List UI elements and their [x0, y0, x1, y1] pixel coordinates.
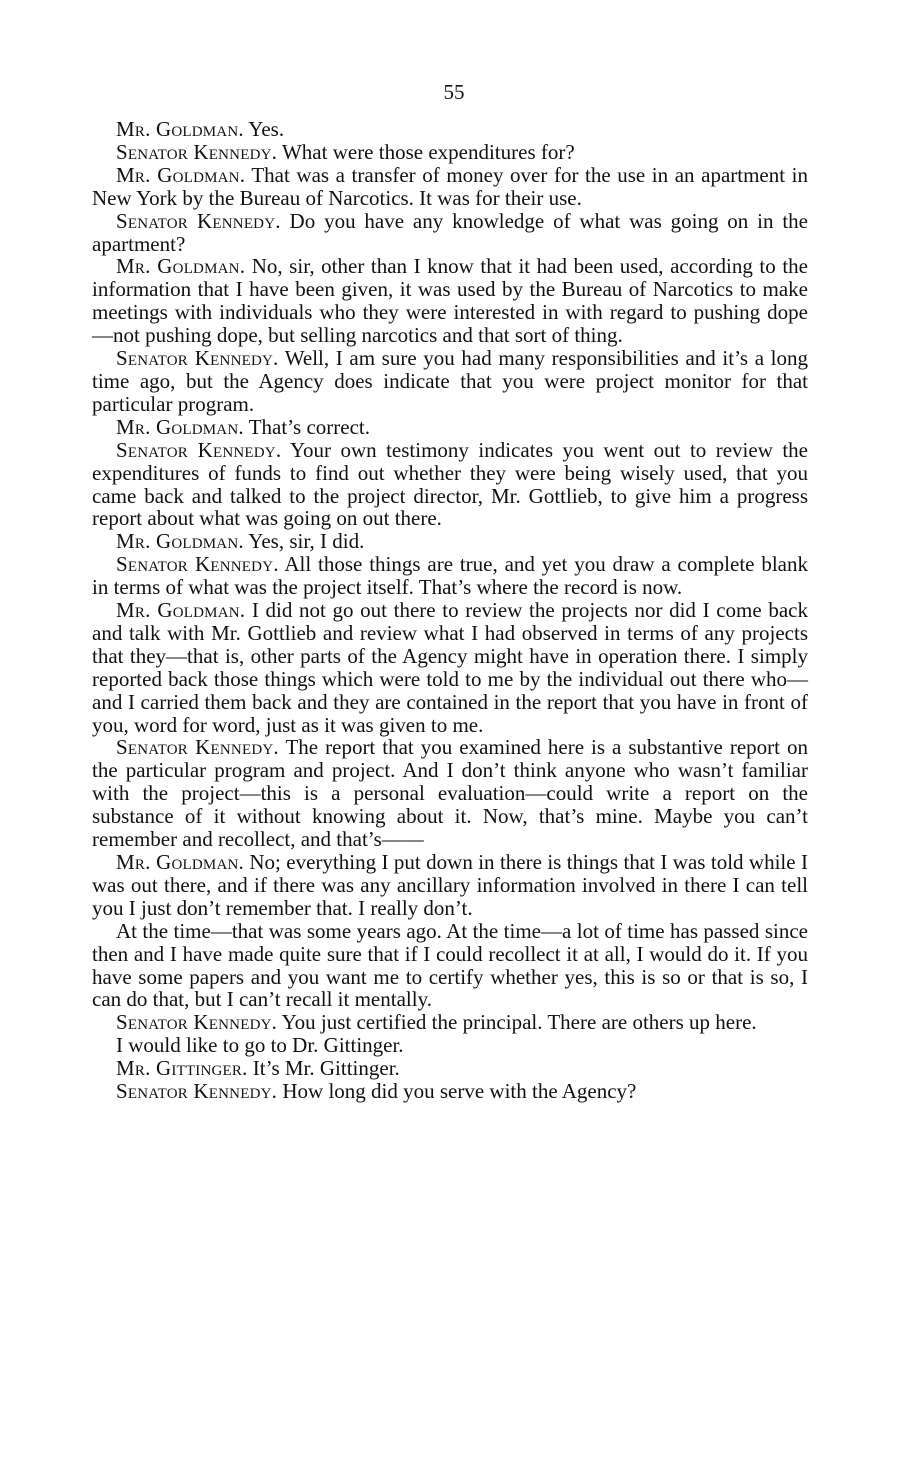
- transcript-paragraph: [92, 416, 808, 439]
- speaker-name: Senator Kennedy.: [116, 735, 279, 760]
- paragraph-text: Yes.: [243, 117, 285, 141]
- transcript-paragraph: [92, 736, 808, 851]
- transcript-paragraph: [92, 1057, 808, 1080]
- speaker-name: Mr. Goldman.: [116, 598, 246, 623]
- paragraph-text: It’s Mr. Gittinger.: [247, 1056, 400, 1081]
- paragraph-text: Yes, sir, I did.: [243, 529, 365, 554]
- paragraph-text: I would like to go to Dr. Gittinger.: [116, 1033, 404, 1058]
- paragraph-text: No, sir, other than I know that it had been used, according to the information that I have been given, it was used by the Bureau of Narcotics to make meetings with individuals who they were interested in with regard to pushing dope—not pushing dope, but selling narcotics and that sort of thing.: [92, 254, 808, 348]
- transcript-paragraph: [92, 118, 808, 141]
- paragraph-text: That’s correct.: [243, 414, 370, 439]
- speaker-name: Senator Kennedy.: [116, 552, 279, 577]
- transcript-paragraph: [92, 141, 808, 164]
- speaker-name: Senator Kennedy.: [116, 208, 281, 233]
- transcript-paragraph: [92, 439, 808, 531]
- speaker-name: Senator Kennedy.: [116, 1010, 278, 1035]
- speaker-name: Senator Kennedy.: [116, 346, 279, 371]
- paragraph-text: At the time—that was some years ago. At the time—a lot of time has passed since then and I have made quite sure that if I could recollect it at all, I would do it. If you have some papers and you want me to certify whether yes, this is so or that is so, I can do that, but I can’t recall it mentally.: [92, 918, 808, 1012]
- page-number: 55: [443, 80, 465, 104]
- transcript-paragraph: [92, 920, 808, 1012]
- speaker-name: Mr. Goldman.: [116, 117, 244, 141]
- speaker-name: Senator Kennedy.: [116, 1079, 278, 1104]
- speaker-name: Mr. Goldman.: [116, 414, 244, 439]
- transcript-paragraph: [92, 164, 808, 210]
- paragraph-text: Well, I am sure you had many responsibilities and it’s a long time ago, but the Agency does indicate that you were project monitor for that particular program.: [92, 346, 808, 416]
- transcript-paragraph: [92, 1080, 808, 1103]
- paragraph-text: No; everything I put down in there is things that I was told while I was out there, and if there was any ancillary information involved in there I can tell you I just don’t remember that. I really don’t.: [92, 850, 808, 920]
- speaker-name: Mr. Goldman.: [116, 254, 246, 279]
- speaker-name: Mr. Gittinger.: [116, 1056, 248, 1081]
- document-page: [92, 80, 808, 1103]
- speaker-name: Senator Kennedy.: [116, 139, 278, 164]
- transcript-paragraph: [92, 851, 808, 920]
- speaker-name: Mr. Goldman.: [116, 850, 244, 874]
- paragraph-text: I did not go out there to review the projects nor did I come back and talk with Mr. Gottlieb and review what I had observed in terms of any projects that they—that is, other parts of the Agency might have in operation there. I simply reported back those things which were told to me by the individual out there who—and I carried them back and they are contained in the report that you have in front of you, word for word, just as it was given to me.: [92, 598, 808, 737]
- paragraph-text: That was a transfer of money over for the use in an apartment in New York by the Bureau of Narcotics. It was for their use.: [92, 162, 808, 210]
- paragraph-text: How long did you serve with the Agency?: [277, 1079, 637, 1104]
- paragraph-text: The report that you examined here is a substantive report on the particular program and project. And I don’t think anyone who wasn’t familiar with the project—this is a personal evaluation—could write a report on the substance of it without knowing about it. Now, that’s mine. Maybe you can’t remember and recollect, and that’s——: [92, 735, 808, 852]
- speaker-name: Mr. Goldman.: [116, 529, 244, 554]
- transcript-paragraph: [92, 1011, 808, 1034]
- paragraph-text: You just certified the principal. There are others up here.: [277, 1010, 757, 1035]
- transcript-paragraph: [92, 347, 808, 416]
- transcript-paragraph: [92, 210, 808, 256]
- transcript-paragraph: [92, 599, 808, 736]
- transcript-paragraph: [92, 553, 808, 599]
- paragraph-text: All those things are true, and yet you draw a complete blank in terms of what was the project itself. That’s where the record is now.: [92, 552, 808, 600]
- paragraph-text: What were those expenditures for?: [277, 139, 575, 164]
- paragraph-text: Do you have any knowledge of what was going on in the apartment?: [92, 208, 808, 256]
- speaker-name: Senator Kennedy.: [116, 437, 282, 462]
- transcript-paragraph: [92, 530, 808, 553]
- paragraph-text: Your own testimony indicates you went out to review the expenditures of funds to find out whether they were being wisely used, that you came back and talked to the project director, Mr. Gottlieb, to give him a progress report about what was going on out there.: [92, 437, 808, 531]
- speaker-name: Mr. Goldman.: [116, 162, 246, 187]
- transcript-paragraph: [92, 1034, 808, 1057]
- transcript-paragraph: [92, 255, 808, 347]
